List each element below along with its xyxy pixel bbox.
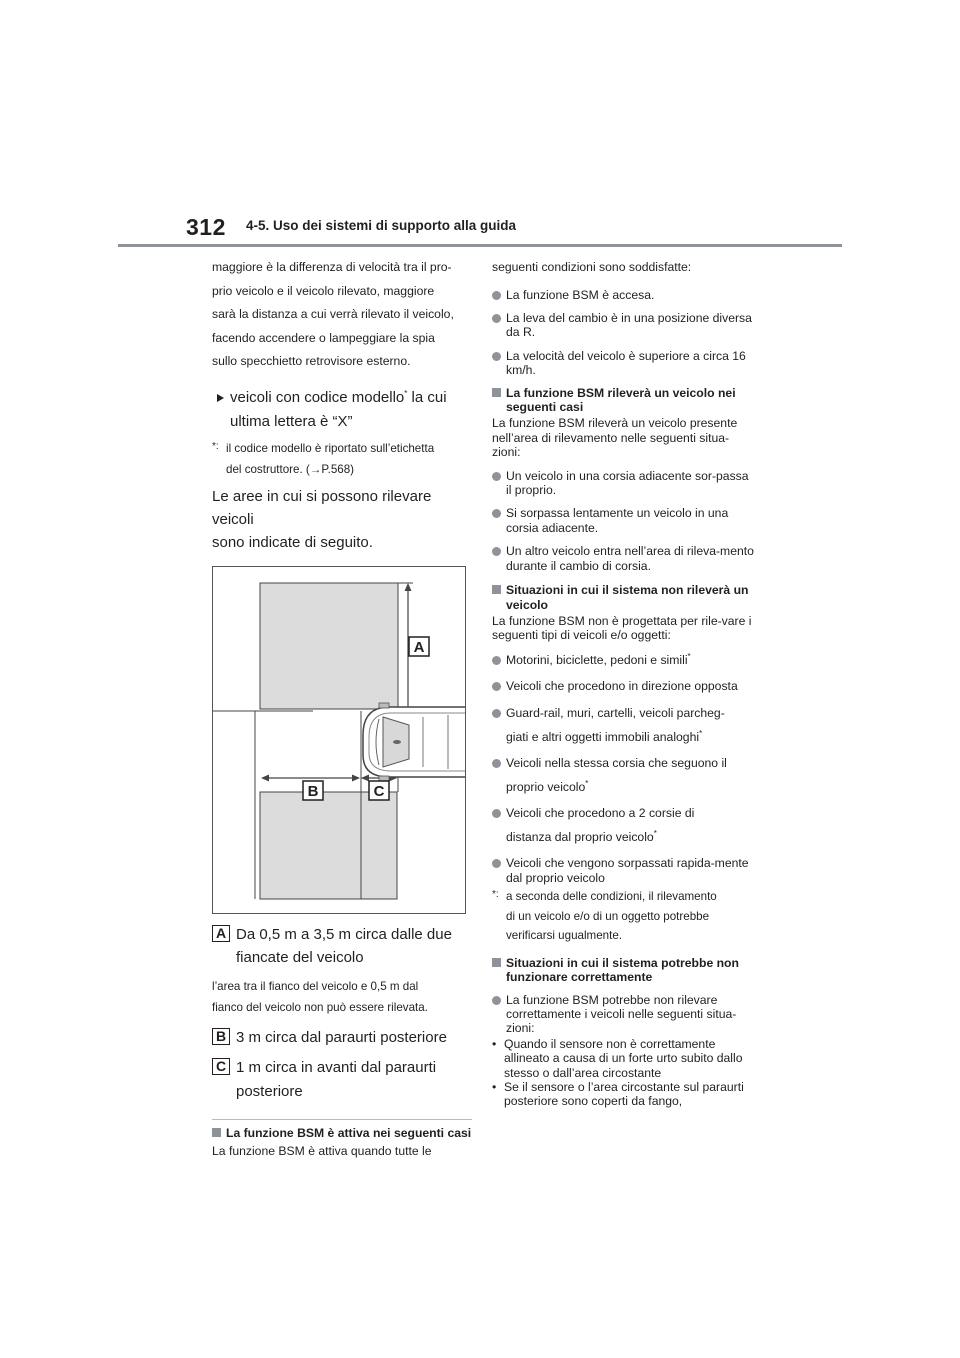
legend-c: C 1 m circa in avanti dal paraurti posteriore <box>212 1056 472 1103</box>
nodetect-item: Veicoli che vengono sorpassati rapida-mente dal proprio veicolo <box>492 856 754 885</box>
bullet-dot-icon <box>492 509 501 518</box>
detect-item: Un veicolo in una corsia adiacente sor-passa il proprio. <box>492 469 754 498</box>
intro-line-4: facendo accendere o lampeggiare la spia <box>212 330 435 345</box>
fail-heading: Situazioni in cui il sistema potrebbe non funzionare correttamente <box>492 956 754 985</box>
model-code-item: veicoli con codice modello* la cui ultima lettera è “X” <box>212 386 472 434</box>
bullet-dot-icon <box>492 291 501 300</box>
area-a-zone <box>260 583 398 709</box>
intro-line-3: sarà la distanza a cui verrà rilevato il veicolo, <box>212 307 454 322</box>
condition-item: La funzione BSM è accesa. <box>492 288 754 302</box>
square-bullet-icon <box>212 1128 221 1137</box>
bullet-dot-icon <box>492 759 501 768</box>
arrow-bullet-icon <box>217 394 224 402</box>
nodetect-item: Guard-rail, muri, cartelli, veicoli parcheg- giati e altri oggetti immobili analoghi* <box>492 702 754 749</box>
left-column <box>212 256 472 1158</box>
detection-area-svg <box>213 567 465 913</box>
nodetect-heading: Situazioni in cui il sistema non rileverà un veicolo <box>492 583 754 612</box>
square-bullet-icon <box>492 958 501 967</box>
detection-area-diagram <box>212 566 466 914</box>
condition-item: La leva del cambio è in una posizione diversa da R. <box>492 311 754 340</box>
bullet-dot-icon <box>492 859 501 868</box>
legend-a-note: l’area tra il fianco del veicolo e 0,5 m dal fianco del veicolo non può essere rilevata. <box>212 979 428 1014</box>
active-text: La funzione BSM è attiva quando tutte le <box>212 1143 432 1158</box>
nodetect-item: Veicoli che procedono a 2 corsie di distanza dal proprio veicolo* <box>492 802 754 849</box>
detect-item: Un altro veicolo entra nell’area di rileva-mento durante il cambio di corsia. <box>492 544 754 573</box>
nodetect-footnote: *: a seconda delle condizioni, il rilevamento di un veicolo e/o di un oggetto potrebbe verificarsi ugualmente. <box>492 889 717 943</box>
nodetect-text: La funzione BSM non è progettata per rile-vare i seguenti tipi di veicoli e/o oggetti: <box>492 613 752 643</box>
intro-line-5: sullo specchietto retrovisore esterno. <box>212 354 411 369</box>
bullet-dot-icon <box>492 547 501 556</box>
detect-item: Si sorpassa lentamente un veicolo in una corsia adiacente. <box>492 506 754 535</box>
intro-line-1: maggiore è la differenza di velocità tra il pro- <box>212 260 452 274</box>
fail-item: La funzione BSM potrebbe non rilevare correttamente i veicoli nelle seguenti situa-zioni: <box>492 993 754 1036</box>
area-c-zone <box>361 792 397 899</box>
nodetect-item: Motorini, biciclette, pedoni e simili* <box>492 649 754 673</box>
bullet-dot-icon <box>492 314 501 323</box>
legend-b: B 3 m circa dal paraurti posteriore <box>212 1026 472 1050</box>
model-footnote: *: il codice modello è riportato sull’etichetta del costruttore. (→P.568) <box>212 440 435 477</box>
nodetect-item: Veicoli che procedono in direzione opposta <box>492 675 754 699</box>
section-title: 4-5. Uso dei sistemi di supporto alla guida <box>246 218 517 233</box>
bullet-dot-icon <box>492 809 501 818</box>
label-a: A <box>413 638 425 656</box>
bullet-dot-icon <box>492 996 501 1005</box>
fail-dash-item: • Quando il sensore non è correttamente allineato a causa di un forte urto subito dallo stesso o dall’area circostante <box>492 1036 743 1080</box>
bullet-dot-icon <box>492 656 501 665</box>
conditions-intro: seguenti condizioni sono soddisfatte: <box>492 260 692 274</box>
condition-item: La velocità del veicolo è superiore a circa 16 km/h. <box>492 349 754 378</box>
area-b-zone <box>260 792 361 899</box>
detect-heading: La funzione BSM rileverà un veicolo nei seguenti casi <box>492 386 754 415</box>
fail-dash-item: • Se il sensore o l’area circostante sul paraurti posteriore sono coperti da fango, <box>492 1080 744 1109</box>
legend-b-badge: B <box>212 1028 230 1045</box>
legend-a: A Da 0,5 m a 3,5 m circa dalle due fiancate del veicolo <box>212 923 472 970</box>
square-bullet-icon <box>492 585 501 594</box>
bullet-dot-icon <box>492 682 501 691</box>
square-bullet-icon <box>492 388 501 397</box>
areas-intro: Le aree in cui si possono rilevare veicoli sono indicate di seguito. <box>212 487 432 551</box>
right-column <box>492 256 754 1109</box>
nodetect-item: Veicoli nella stessa corsia che seguono il proprio veicolo* <box>492 752 754 799</box>
section-divider <box>212 1119 472 1120</box>
intro-line-2: prio veicolo e il veicolo rilevato, maggiore <box>212 283 435 298</box>
legend-a-badge: A <box>212 925 230 942</box>
active-heading: La funzione BSM è attiva nei seguenti casi <box>212 1126 472 1140</box>
bullet-dot-icon <box>492 352 501 361</box>
label-b: B <box>307 782 319 800</box>
page-number: 312 <box>186 214 226 240</box>
legend-c-badge: C <box>212 1058 230 1075</box>
car-icon <box>363 703 465 781</box>
header-rule <box>118 244 842 247</box>
detect-text: La funzione BSM rileverà un veicolo presente nell’area di rilevamento nelle seguenti situa-zioni: <box>492 416 738 460</box>
bullet-dot-icon <box>492 709 501 718</box>
label-c: C <box>373 782 385 800</box>
bullet-dot-icon <box>492 472 501 481</box>
